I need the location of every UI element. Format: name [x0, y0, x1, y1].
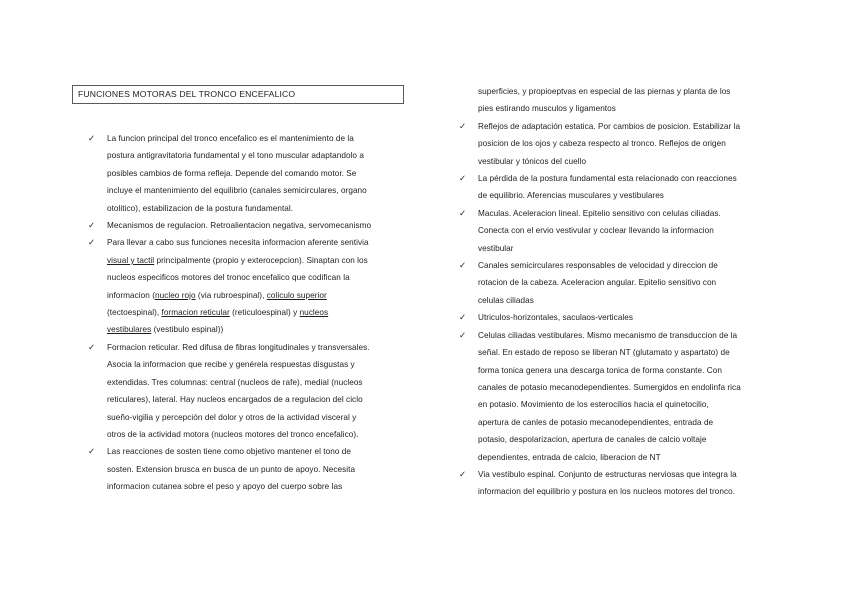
text-line: Celulas ciliadas vestibulares. Mismo mecanismo de transduccion de la — [478, 330, 738, 340]
list-item — [88, 234, 388, 338]
text-line: Maculas. Aceleracion lineal. Epitelio sensitivo con celulas ciliadas. — [478, 208, 721, 218]
check-icon: ✓ — [88, 237, 96, 248]
text-line: informacion (nucleo rojo (via rubroespinal), coliculo superior — [107, 290, 327, 300]
list-item — [459, 327, 779, 466]
text-line: postura antigravitatoria fundamental y el tono muscular adaptandolo a — [107, 151, 364, 161]
text-line: informacion cutanea sobre el peso y apoyo del cuerpo sobre las — [107, 482, 343, 492]
check-icon: ✓ — [459, 468, 467, 479]
text-line: otolitico), estabilizacion de la postura fundamental. — [107, 203, 294, 213]
text-line: otros de la actividad motora (nucleos motores del tronco encefalico). — [107, 429, 359, 439]
text-line: vestibulares (vestibulo espinal)) — [107, 325, 224, 335]
text-line: incluye el mantenimiento del equilibrio (canales semicirculares, organo — [107, 186, 367, 196]
underlined-term: nucleo rojo — [154, 290, 196, 300]
text-line: potasio, despolarizacion, apertura de canales de calcio voltaje — [478, 435, 707, 445]
check-icon: ✓ — [459, 260, 467, 271]
text-line: superficies, y propioeptvas en especial de las piernas y planta de los — [478, 87, 731, 96]
text-line: posicion de los ojos y cabeza respecto al tronco. Reflejos de origen — [478, 139, 726, 149]
text-line: en potasio. Movimiento de los esterocilios hacia el quinetocilio, — [478, 400, 709, 410]
right-column — [459, 83, 779, 501]
list-item — [459, 205, 779, 257]
list-item — [88, 130, 388, 217]
page-title: FUNCIONES MOTORAS DEL TRONCO ENCEFALICO — [72, 85, 404, 104]
underlined-term: nucleos — [299, 308, 329, 318]
text-line: de equilibrio. Aferencias musculares y vestibulares — [478, 191, 664, 201]
text-line: Las reacciones de sosten tiene como objetivo mantener el tono de — [107, 447, 351, 457]
list-item — [88, 217, 388, 234]
left-column — [88, 130, 388, 496]
check-icon: ✓ — [459, 120, 467, 131]
text-line: Reflejos de adaptación estatica. Por cambios de posicion. Estabilizar la — [478, 121, 741, 131]
text-line: rotacion de la cabeza. Aceleracion angular. Epitelio sensitivo con — [478, 278, 717, 288]
check-icon: ✓ — [459, 207, 467, 218]
list-item — [459, 309, 779, 326]
check-icon: ✓ — [88, 446, 96, 457]
check-icon: ✓ — [459, 173, 467, 184]
text-line: Canales semicirculares responsables de velocidad y direccion de — [478, 261, 718, 271]
underlined-term: visual y tactil — [107, 255, 155, 265]
text-line: La pérdida de la postura fundamental esta relacionado con reacciones — [478, 174, 737, 184]
text-line: nucleos especificos motores del tronoc encefalico que codifican la — [107, 273, 350, 283]
text-line: Formacion reticular. Red difusa de fibras longitudinales y transversales. — [107, 342, 370, 352]
text-line: posibles cambios de forma refleja. Depende del comando motor. Se — [107, 168, 357, 178]
check-icon: ✓ — [88, 341, 96, 352]
text-line: vestibular — [478, 243, 514, 253]
check-icon: ✓ — [459, 329, 467, 340]
underlined-term: vestibulares — [107, 325, 152, 335]
text-line: visual y tactil principalmente (propio y exterocepcion). Sinaptan con los — [107, 255, 368, 265]
text-line: Asocia la informacion que recibe y genérela respuestas disgustas y — [107, 360, 355, 370]
list-item — [459, 257, 779, 309]
check-icon: ✓ — [459, 312, 467, 323]
underlined-term: coliculo superior — [266, 290, 327, 300]
text-line: sosten. Extension brusca en busca de un punto de apoyo. Necesita — [107, 464, 356, 474]
underlined-term: formacion reticular — [161, 308, 230, 318]
text-line: Para llevar a cabo sus funciones necesita informacion aferente sentivia — [107, 238, 369, 248]
text-line: sueño-vigilia y percepción del dolor y otros de la actividad visceral y — [107, 412, 357, 422]
text-line: reticulares), lateral. Hay nucleos encargados de a regulacion del ciclo — [107, 395, 363, 405]
list-item — [88, 443, 388, 495]
text-line: (tectoespinal), formacion reticular (reticuloespinal) y nucleos — [107, 308, 329, 318]
text-line: forma tonica genera una descarga tonica de forma constante. Con — [478, 365, 722, 375]
text-line: Mecanismos de regulacion. Retroalientacion negativa, servomecanismo — [107, 221, 372, 231]
text-line: dependientes, entrada de calcio, liberacion de NT — [478, 452, 661, 462]
check-icon: ✓ — [88, 133, 96, 143]
text-line: extendidas. Tres columnas: central (nucleos de rafe), medial (nucleos — [107, 377, 363, 387]
list-item — [88, 339, 388, 443]
list-item — [459, 170, 779, 205]
list-item — [459, 118, 779, 170]
text-line: canales de potasio mecanodependientes. Sumergidos en endolinfa rica — [478, 382, 741, 392]
text-line: apertura de canles de potasio mecanodependientes, entrada de — [478, 417, 714, 427]
text-line: señal. En estado de reposo se liberan NT (glutamato y aspartato) de — [478, 348, 730, 358]
text-line: pies estirando musculos y ligamentos — [478, 104, 616, 114]
text-line: Utriculos-horizontales, saculaos-verticales — [478, 313, 634, 323]
text-line: vestibular y tónicos del cuello — [478, 156, 587, 166]
list-item — [459, 466, 779, 501]
text-line: Conecta con el ervio vestivular y coclear llevando la informacion — [478, 226, 714, 236]
text-line: informacion del equilibrio y postura en los nucleos motores del tronco. — [478, 487, 736, 497]
continued-text — [459, 83, 779, 118]
text-line: celulas ciliadas — [478, 295, 534, 305]
check-icon: ✓ — [88, 220, 96, 231]
text-line: Via vestibulo espinal. Conjunto de estructuras nerviosas que integra la — [478, 469, 737, 479]
text-line: La funcion principal del tronco encefalico es el mantenimiento de la — [107, 134, 354, 143]
